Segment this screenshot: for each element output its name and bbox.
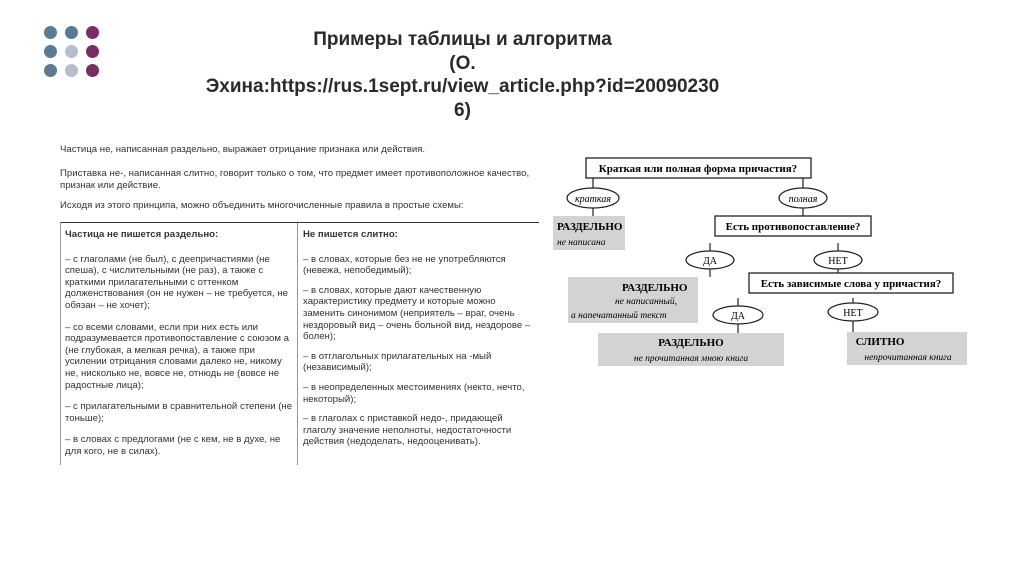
result-title: РАЗДЕЛЬНО (658, 337, 724, 349)
result-example: не прочитанная мною книга (633, 354, 749, 364)
answer-label: НЕТ (828, 256, 848, 267)
question-text: Есть зависимые слова у причастия? (760, 278, 942, 290)
result-title: РАЗДЕЛЬНО (557, 221, 623, 233)
result-example: не написана (557, 238, 606, 248)
question-text: Краткая или полная форма причастия? (598, 163, 798, 175)
branch-label: краткая (575, 194, 611, 205)
answer-label: ДА (702, 256, 718, 267)
result-example: а напечатанный текст (571, 311, 667, 321)
answer-label: НЕТ (843, 308, 863, 319)
rule-item: – в словах, которые без не не употребляются (невежа, непобедимый); (303, 253, 506, 277)
title-line: Примеры таблицы и алгоритма (313, 29, 612, 50)
branch-label: полная (788, 194, 818, 205)
doc-paragraph: Исходя из этого принципа, можно объединить многочисленные правила в простые схемы: (60, 200, 464, 211)
title-line: Эхина:https://rus.1sept.ru/view_article.php?id=20090230 (205, 76, 720, 97)
question-text: Есть противопоставление? (725, 221, 861, 233)
doc-paragraph: Частица не, написанная раздельно, выражает отрицание признака или действия. (60, 144, 426, 155)
result-title: РАЗДЕЛЬНО (622, 282, 688, 294)
rule-item: – с глаголами (не был), с деепричастиями (не спеша), с числительными (не раз), а также с краткими прилагательными с оттенком долженствования (он не нужен – не требуется, не обязан – не хочет); (65, 253, 288, 311)
rule-item: – в глаголах с приставкой недо-, придающей глаголу значение неполноты, недостаточности действия (недоделать, недооценивать). (303, 413, 512, 448)
answer-label: ДА (730, 311, 746, 322)
rule-item: – с прилагательными в сравнительной степени (не тоньше); (65, 401, 293, 424)
result-example: непрочитанная книга (864, 353, 952, 363)
rule-item: – со всеми словами, если при них есть или подразумевается противопоставление с союзом а (не глубокая, а мелкая речка), а также при усилении отрицания словами далеко не, никому не, нисколько не, вовсе не, отнюдь не (вовсе не радостные лица); (65, 321, 289, 391)
column-header: Частица не пишется раздельно: (65, 229, 219, 240)
doc-paragraph: Приставка не-, написанная слитно, говорит только о том, что предмет имеет противоположное качество, признак или действие. (60, 168, 530, 191)
column-header: Не пишется слитно: (303, 229, 398, 240)
title-line: 6) (454, 99, 471, 121)
result-title: СЛИТНО (855, 336, 905, 348)
title-line: (О. (449, 52, 476, 74)
rule-item: – в неопределенных местоимениях (некто, нечто, некоторый); (303, 381, 525, 405)
rule-item: – в словах с предлогами (не с кем, не в духе, не для кого, не в силах). (65, 434, 281, 457)
result-example: не написанный, (615, 297, 677, 307)
rule-item: – в словах, которые дают качественную характеристику предмету и которые можно заменить синонимом (неприятель – враг, очень нездоровый вид – очень больной вид, нездорове – болен); (303, 284, 531, 343)
rule-item: – в отглагольных прилагательных на -мый (независимый); (303, 350, 492, 374)
